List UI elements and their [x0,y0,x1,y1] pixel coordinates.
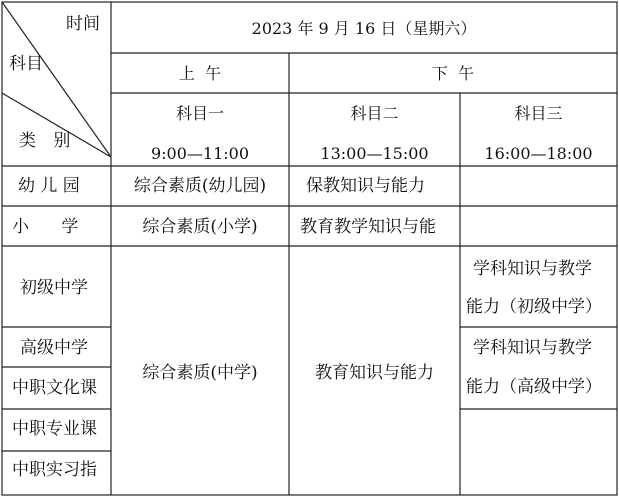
period-afternoon: 下 午 [431,64,475,83]
category-vocational-practice: 中职实习指 [12,460,97,480]
cell-junior-subject3-line1: 学科知识与教学 [473,259,592,279]
cell-senior-subject3-line1: 学科知识与教学 [473,338,592,358]
corner-subject-label: 科目 [9,54,43,74]
subject-1-time: 9:00—11:00 [150,144,250,163]
corner-time-label: 时间 [66,14,100,34]
cell-middle-subject1: 综合素质(中学) [142,363,258,383]
cell-senior-subject3-line2: 能力（高级中学） [466,377,602,397]
subject-1-name: 科目一 [175,104,224,123]
corner-category-label: 类 别 [19,131,77,151]
cell-middle-subject2: 教育知识与能力 [315,363,434,383]
category-vocational-culture: 中职文化课 [12,378,97,398]
category-junior: 初级中学 [20,278,88,298]
cell-junior-subject3-line2: 能力（初级中学） [466,297,602,317]
category-senior: 高级中学 [20,338,88,358]
subject-2-time: 13:00—15:00 [320,144,429,163]
cell-kindergarten-subject2: 保教知识与能力 [306,176,425,196]
date-header: 2023 年 9 月 16 日（星期六） [251,19,477,38]
period-morning: 上 午 [178,64,222,83]
cell-primary-subject1: 综合素质(小学) [142,217,258,237]
cell-kindergarten-subject1: 综合素质(幼儿园) [133,176,267,196]
cell-primary-subject2: 教育教学知识与能 [300,217,436,237]
category-primary: 小 学 [12,217,79,237]
subject-3-name: 科目三 [514,104,563,123]
category-vocational-major: 中职专业课 [12,419,97,439]
subject-3-time: 16:00—18:00 [484,144,593,163]
category-kindergarten: 幼 儿 园 [18,176,80,196]
subject-2-name: 科目二 [350,104,399,123]
